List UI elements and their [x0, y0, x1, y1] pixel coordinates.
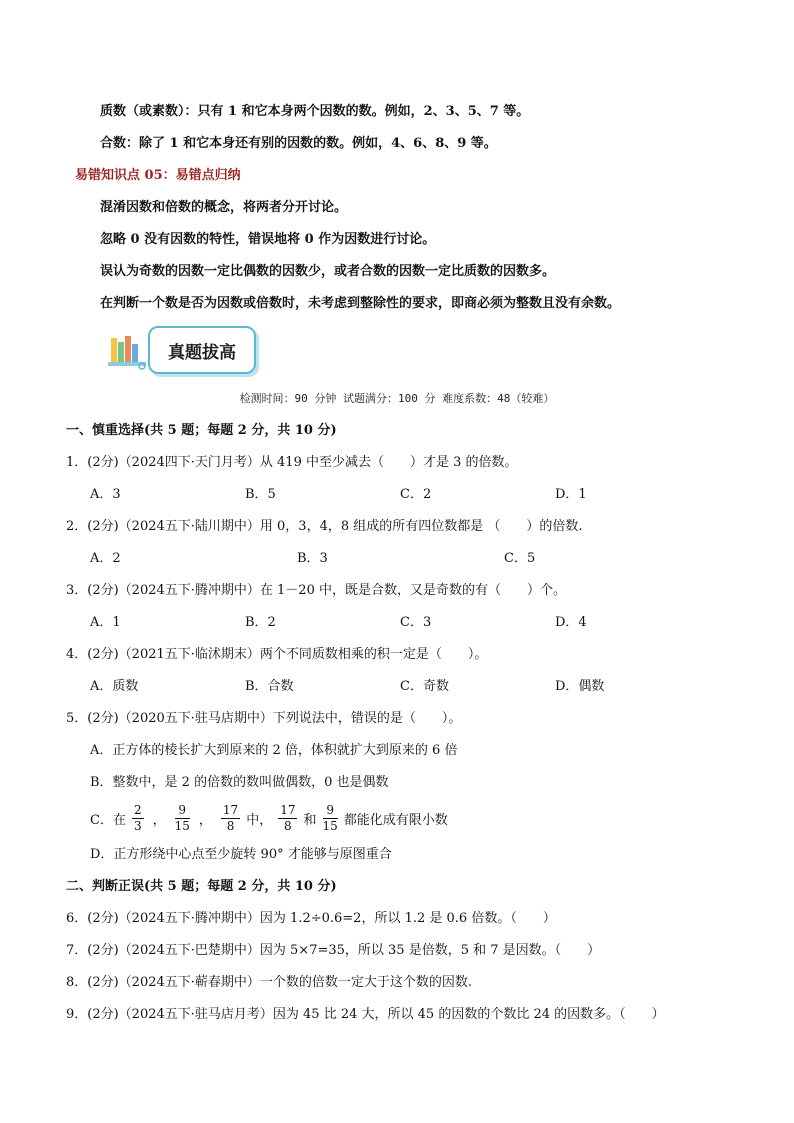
knowledge-item: 误认为奇数的因数一定比偶数的因数少，或者合数的因数一定比质数的因数多。	[100, 264, 556, 279]
option-b: B．整数中，是 2 的倍数的数叫做偶数，0 也是偶数	[90, 775, 389, 790]
option-d: D．1	[555, 487, 587, 502]
comma: ，	[152, 812, 166, 828]
comma: ，	[198, 812, 212, 828]
option-c: C．奇数	[400, 679, 449, 694]
question-stem: 6．(2分)（2024五下·腾冲期中）因为 1.2÷0.6=2，所以 1.2 是 0.6 倍数。（ ）	[66, 911, 556, 926]
option-c: C．5	[504, 551, 536, 566]
fraction	[278, 803, 297, 834]
option-c	[90, 798, 448, 838]
books-icon	[106, 328, 150, 372]
fraction-denominator: 3	[133, 818, 142, 833]
question-stem: 7．(2分)（2024五下·巴楚期中）因为 5×7=35，所以 35 是倍数，5 和 7 是因数。（ ）	[66, 943, 601, 958]
option-a: A．正方体的棱长扩大到原来的 2 倍，体积就扩大到原来的 6 倍	[90, 743, 458, 758]
option-c-mid: 中，	[246, 812, 273, 828]
question-stem: 4．(2分)（2021五下·临沭期末）两个不同质数相乘的积一定是（ ）。	[66, 647, 488, 662]
option-d: D．4	[555, 615, 587, 630]
fraction-numerator: 9	[323, 803, 338, 819]
question-stem: 5．(2分)（2020五下·驻马店期中）下列说法中，错误的是（ ）。	[66, 711, 462, 726]
fraction	[221, 803, 240, 834]
knowledge-point-title: 易错知识点 05：易错点归纳	[75, 168, 241, 183]
fraction-numerator: 2	[133, 802, 142, 817]
option-a: A．1	[90, 615, 121, 630]
option-c-suffix: 都能化成有限小数	[343, 812, 448, 828]
fraction	[175, 803, 190, 834]
option-c-and: 和	[303, 812, 317, 828]
option-a: A．2	[90, 551, 121, 566]
option-d: D．偶数	[555, 679, 605, 694]
question-stem: 2．(2分)（2024五下·陆川期中）用 0，3，4，8 组成的所有四位数都是 （ ）的倍数.	[66, 519, 583, 534]
question-stem: 8．(2分)（2024五下·蕲春期中）一个数的倍数一定大于这个数的因数.	[66, 975, 473, 990]
exam-info: 检测时间：90 分钟 试题满分：100 分 难度系数：48（较难）	[239, 392, 555, 405]
banner-title: 真题拔高	[148, 326, 256, 374]
question-stem: 9．(2分)（2024五下·驻马店月考）因为 45 比 24 大，所以 45 的因数的个数比 24 的因数多。（ ）	[66, 1007, 665, 1022]
option-c-prefix: C．在	[90, 812, 126, 828]
fraction-denominator: 15	[322, 818, 338, 833]
option-a: A．3	[90, 487, 121, 502]
fraction-numerator: 17	[222, 802, 239, 817]
knowledge-item: 忽略 0 没有因数的特性，错误地将 0 作为因数进行讨论。	[100, 232, 436, 247]
section2-title: 二、判断正误(共 5 题；每题 2 分，共 10 分)	[66, 879, 337, 894]
option-a: A．质数	[90, 679, 139, 694]
knowledge-item: 在判断一个数是否为因数或倍数时，未考虑到整除性的要求，即商必须为整数且没有余数。	[100, 296, 621, 311]
option-d: D．正方形绕中心点至少旋转 90° 才能够与原图重合	[90, 847, 392, 862]
knowledge-item: 混淆因数和倍数的概念，将两者分开讨论。	[100, 200, 348, 215]
fraction-denominator: 15	[174, 818, 190, 833]
option-b: B．2	[245, 615, 276, 630]
fraction	[323, 803, 338, 834]
fraction-numerator: 9	[175, 803, 190, 819]
option-b: B．合数	[245, 679, 294, 694]
option-c: C．2	[400, 487, 432, 502]
question-stem: 1．(2分)（2024四下·天门月考）从 419 中至少减去（ ）才是 3 的倍数。	[66, 455, 518, 470]
section-banner	[106, 322, 256, 376]
fraction-denominator: 8	[226, 818, 235, 833]
question-stem: 3．(2分)（2024五下·腾冲期中）在 1－20 中，既是合数，又是奇数的有（ ）个。	[66, 583, 566, 598]
fraction-denominator: 8	[284, 818, 292, 833]
composite-definition: 合数：除了 1 和它本身还有别的因数的数。例如，4、6、8、9 等。	[100, 136, 497, 151]
prime-definition: 质数（或素数）：只有 1 和它本身两个因数的数。例如，2、3、5、7 等。	[100, 104, 530, 119]
fraction	[132, 803, 144, 834]
option-b: B．5	[245, 487, 276, 502]
fraction-numerator: 17	[280, 802, 296, 817]
option-c: C．3	[400, 615, 432, 630]
section1-title: 一、慎重选择(共 5 题；每题 2 分，共 10 分)	[66, 423, 337, 438]
option-b: B．3	[297, 551, 328, 566]
